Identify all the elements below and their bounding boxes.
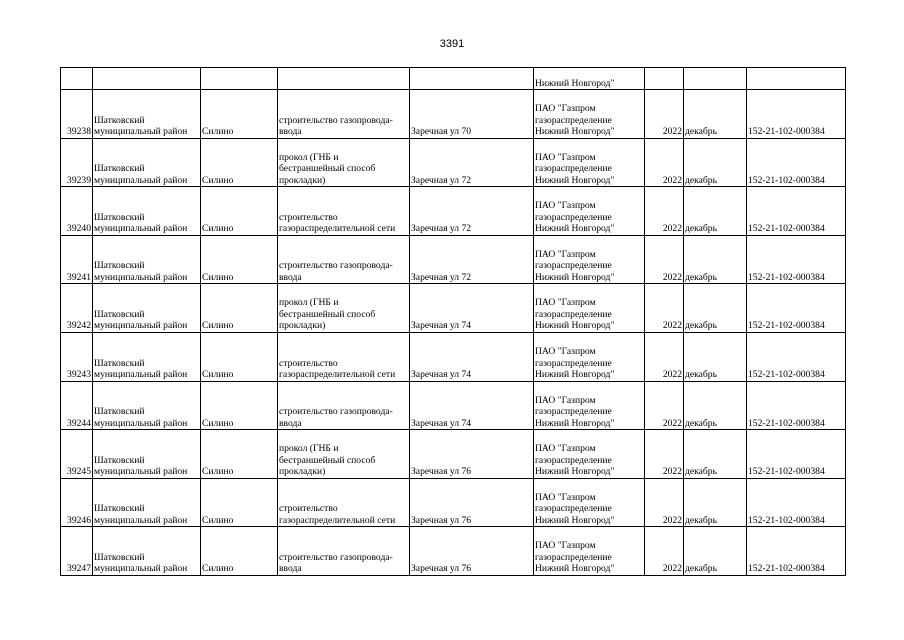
address: Заречная ул 72 — [411, 174, 472, 186]
district-line: муниципальный район — [94, 126, 188, 138]
cell-locality — [201, 90, 278, 139]
organization-line: ПАО "Газпром — [535, 200, 596, 212]
work-type-line: прокол (ГНБ и — [279, 151, 339, 163]
cell-month — [684, 527, 747, 576]
cell-district — [93, 332, 201, 381]
locality: Силино — [202, 514, 234, 526]
district-line: Шатковский — [94, 163, 145, 175]
work-type-line: прокладки) — [279, 174, 326, 186]
cell-org — [534, 235, 645, 284]
district-line: Шатковский — [94, 114, 145, 126]
registry-code: 152-21-102-000384 — [748, 223, 825, 235]
cell-id — [61, 187, 93, 236]
cell-code — [747, 68, 846, 90]
month: декабрь — [685, 466, 717, 478]
work-type-line: газораспределительной сети — [279, 369, 396, 381]
cell-year — [645, 90, 684, 139]
cell-work — [278, 381, 410, 430]
cell-district — [93, 68, 201, 90]
cell-org — [534, 527, 645, 576]
cell-id — [61, 235, 93, 284]
records-table — [60, 67, 846, 576]
district-line: муниципальный район — [94, 174, 188, 186]
organization-line: ПАО "Газпром — [535, 443, 596, 455]
cell-address — [410, 187, 534, 236]
cell-code — [747, 381, 846, 430]
cell-district — [93, 138, 201, 187]
cell-work — [278, 138, 410, 187]
locality: Силино — [202, 126, 234, 138]
organization-line: Нижний Новгород" — [535, 174, 615, 186]
cell-month — [684, 235, 747, 284]
organization-line: ПАО "Газпром — [535, 248, 596, 260]
organization-line: Нижний Новгород" — [535, 271, 615, 283]
work-type-line: строительство газопровода- — [279, 260, 393, 272]
table-row — [61, 527, 846, 576]
cell-year — [645, 138, 684, 187]
work-type-line: строительство — [279, 503, 338, 515]
organization-line: газораспределение — [535, 454, 612, 466]
cell-work — [278, 430, 410, 479]
cell-address — [410, 332, 534, 381]
work-type-line: ввода — [279, 417, 302, 429]
registry-code: 152-21-102-000384 — [748, 466, 825, 478]
continuation-row — [61, 68, 846, 90]
month: декабрь — [685, 174, 717, 186]
work-type-line: прокол (ГНБ и — [279, 297, 339, 309]
cell-work — [278, 332, 410, 381]
locality: Силино — [202, 466, 234, 478]
cell-year — [645, 527, 684, 576]
organization-line: ПАО "Газпром — [535, 346, 596, 358]
cell-org — [534, 478, 645, 527]
organization-line: газораспределение — [535, 551, 612, 563]
cell-district — [93, 478, 201, 527]
month: декабрь — [685, 271, 717, 283]
cell-district — [93, 284, 201, 333]
cell-work — [278, 235, 410, 284]
cell-org — [534, 284, 645, 333]
record-id: 39245 — [67, 466, 91, 478]
district-line: Шатковский — [94, 308, 145, 320]
cell-locality — [201, 478, 278, 527]
cell-year — [645, 430, 684, 479]
registry-code: 152-21-102-000384 — [748, 563, 825, 575]
registry-code: 152-21-102-000384 — [748, 417, 825, 429]
cell-address — [410, 527, 534, 576]
organization-line: ПАО "Газпром — [535, 491, 596, 503]
month: декабрь — [685, 369, 717, 381]
year: 2022 — [662, 563, 682, 575]
table-row — [61, 235, 846, 284]
registry-code: 152-21-102-000384 — [748, 369, 825, 381]
organization-line: ПАО "Газпром — [535, 394, 596, 406]
cell-locality — [201, 381, 278, 430]
table-row — [61, 138, 846, 187]
cell-code — [747, 284, 846, 333]
work-type-line: газораспределительной сети — [279, 514, 396, 526]
district-line: муниципальный район — [94, 466, 188, 478]
address: Заречная ул 72 — [411, 271, 472, 283]
cell-work — [278, 90, 410, 139]
cell-id — [61, 138, 93, 187]
org-continuation: Нижний Новгород" — [535, 77, 615, 89]
organization-line: ПАО "Газпром — [535, 540, 596, 552]
cell-id — [61, 332, 93, 381]
organization-line: газораспределение — [535, 406, 612, 418]
cell-year — [645, 187, 684, 236]
address: Заречная ул 76 — [411, 563, 472, 575]
work-type-line: строительство — [279, 357, 338, 369]
year: 2022 — [662, 174, 682, 186]
month: декабрь — [685, 126, 717, 138]
district-line: муниципальный район — [94, 223, 188, 235]
cell-code — [747, 332, 846, 381]
address: Заречная ул 70 — [411, 126, 472, 138]
cell-district — [93, 90, 201, 139]
registry-code: 152-21-102-000384 — [748, 320, 825, 332]
work-type-line: ввода — [279, 271, 302, 283]
month: декабрь — [685, 514, 717, 526]
work-type-line: прокладки) — [279, 320, 326, 332]
cell-id — [61, 430, 93, 479]
cell-address — [410, 381, 534, 430]
organization-line: газораспределение — [535, 503, 612, 515]
district-line: муниципальный район — [94, 271, 188, 283]
organization-line: Нижний Новгород" — [535, 320, 615, 332]
cell-org — [534, 381, 645, 430]
cell-address — [410, 138, 534, 187]
work-type-line: строительство газопровода- — [279, 114, 393, 126]
cell-work — [278, 527, 410, 576]
table-row — [61, 430, 846, 479]
cell-address — [410, 68, 534, 90]
cell-org — [534, 90, 645, 139]
cell-locality — [201, 284, 278, 333]
organization-line: Нижний Новгород" — [535, 126, 615, 138]
record-id: 39242 — [67, 320, 91, 332]
cell-locality — [201, 430, 278, 479]
registry-code: 152-21-102-000384 — [748, 174, 825, 186]
work-type-line: бестраншейный способ — [279, 454, 376, 466]
page-number: 3391 — [439, 38, 465, 50]
locality: Силино — [202, 174, 234, 186]
cell-address — [410, 478, 534, 527]
cell-id — [61, 478, 93, 527]
work-type-line: строительство газопровода- — [279, 551, 393, 563]
district-line: Шатковский — [94, 211, 145, 223]
record-id: 39243 — [67, 369, 91, 381]
work-type-line: прокол (ГНБ и — [279, 443, 339, 455]
cell-code — [747, 235, 846, 284]
cell-year — [645, 284, 684, 333]
cell-district — [93, 235, 201, 284]
table-row — [61, 478, 846, 527]
record-id: 39238 — [67, 126, 91, 138]
district-line: муниципальный район — [94, 417, 188, 429]
organization-line: газораспределение — [535, 308, 612, 320]
organization-line: ПАО "Газпром — [535, 103, 596, 115]
district-line: Шатковский — [94, 454, 145, 466]
month: декабрь — [685, 223, 717, 235]
address: Заречная ул 74 — [411, 320, 472, 332]
organization-line: газораспределение — [535, 260, 612, 272]
cell-locality — [201, 332, 278, 381]
address: Заречная ул 76 — [411, 466, 472, 478]
registry-code: 152-21-102-000384 — [748, 126, 825, 138]
cell-district — [93, 430, 201, 479]
organization-line: Нижний Новгород" — [535, 223, 615, 235]
month: декабрь — [685, 320, 717, 332]
locality: Силино — [202, 223, 234, 235]
cell-month — [684, 68, 747, 90]
cell-address — [410, 430, 534, 479]
locality: Силино — [202, 563, 234, 575]
cell-id — [61, 284, 93, 333]
district-line: муниципальный район — [94, 369, 188, 381]
cell-month — [684, 381, 747, 430]
cell-district — [93, 527, 201, 576]
cell-org — [534, 68, 645, 90]
cell-month — [684, 138, 747, 187]
organization-line: ПАО "Газпром — [535, 297, 596, 309]
table-row — [61, 187, 846, 236]
district-line: Шатковский — [94, 406, 145, 418]
district-line: Шатковский — [94, 503, 145, 515]
address: Заречная ул 74 — [411, 369, 472, 381]
cell-month — [684, 332, 747, 381]
organization-line: газораспределение — [535, 114, 612, 126]
cell-year — [645, 478, 684, 527]
organization-line: газораспределение — [535, 357, 612, 369]
cell-locality — [201, 138, 278, 187]
record-id: 39241 — [67, 271, 91, 283]
organization-line: Нижний Новгород" — [535, 369, 615, 381]
cell-work — [278, 187, 410, 236]
cell-address — [410, 90, 534, 139]
cell-work — [278, 68, 410, 90]
record-id: 39239 — [67, 174, 91, 186]
organization-line: Нижний Новгород" — [535, 466, 615, 478]
month: декабрь — [685, 563, 717, 575]
table-row — [61, 332, 846, 381]
cell-org — [534, 138, 645, 187]
cell-code — [747, 187, 846, 236]
work-type-line: ввода — [279, 563, 302, 575]
year: 2022 — [662, 320, 682, 332]
cell-locality — [201, 68, 278, 90]
cell-locality — [201, 235, 278, 284]
table-row — [61, 90, 846, 139]
table-row — [61, 284, 846, 333]
cell-address — [410, 235, 534, 284]
district-line: муниципальный район — [94, 320, 188, 332]
cell-work — [278, 478, 410, 527]
cell-year — [645, 332, 684, 381]
cell-code — [747, 138, 846, 187]
work-type-line: ввода — [279, 126, 302, 138]
cell-month — [684, 430, 747, 479]
month: декабрь — [685, 417, 717, 429]
table-row — [61, 381, 846, 430]
cell-code — [747, 90, 846, 139]
cell-id — [61, 68, 93, 90]
work-type-line: прокладки) — [279, 466, 326, 478]
work-type-line: газораспределительной сети — [279, 223, 396, 235]
organization-line: газораспределение — [535, 163, 612, 175]
address: Заречная ул 74 — [411, 417, 472, 429]
district-line: Шатковский — [94, 357, 145, 369]
record-id: 39244 — [67, 417, 91, 429]
registry-code: 152-21-102-000384 — [748, 271, 825, 283]
year: 2022 — [662, 223, 682, 235]
organization-line: Нижний Новгород" — [535, 514, 615, 526]
record-id: 39247 — [67, 563, 91, 575]
year: 2022 — [662, 466, 682, 478]
district-line: муниципальный район — [94, 514, 188, 526]
organization-line: Нижний Новгород" — [535, 417, 615, 429]
cell-district — [93, 187, 201, 236]
cell-district — [93, 381, 201, 430]
cell-month — [684, 187, 747, 236]
cell-org — [534, 332, 645, 381]
work-type-line: строительство — [279, 211, 338, 223]
organization-line: газораспределение — [535, 211, 612, 223]
cell-month — [684, 90, 747, 139]
cell-org — [534, 187, 645, 236]
cell-id — [61, 90, 93, 139]
cell-code — [747, 527, 846, 576]
cell-month — [684, 284, 747, 333]
address: Заречная ул 72 — [411, 223, 472, 235]
work-type-line: бестраншейный способ — [279, 163, 376, 175]
district-line: муниципальный район — [94, 563, 188, 575]
locality: Силино — [202, 271, 234, 283]
address: Заречная ул 76 — [411, 514, 472, 526]
district-line: Шатковский — [94, 551, 145, 563]
cell-org — [534, 430, 645, 479]
cell-work — [278, 284, 410, 333]
cell-locality — [201, 527, 278, 576]
year: 2022 — [662, 126, 682, 138]
record-id: 39240 — [67, 223, 91, 235]
cell-locality — [201, 187, 278, 236]
locality: Силино — [202, 417, 234, 429]
year: 2022 — [662, 271, 682, 283]
organization-line: Нижний Новгород" — [535, 563, 615, 575]
locality: Силино — [202, 369, 234, 381]
cell-year — [645, 381, 684, 430]
cell-code — [747, 430, 846, 479]
cell-code — [747, 478, 846, 527]
cell-address — [410, 284, 534, 333]
year: 2022 — [662, 369, 682, 381]
district-line: Шатковский — [94, 260, 145, 272]
registry-code: 152-21-102-000384 — [748, 514, 825, 526]
record-id: 39246 — [67, 514, 91, 526]
cell-year — [645, 68, 684, 90]
work-type-line: строительство газопровода- — [279, 406, 393, 418]
year: 2022 — [662, 417, 682, 429]
cell-month — [684, 478, 747, 527]
organization-line: ПАО "Газпром — [535, 151, 596, 163]
year: 2022 — [662, 514, 682, 526]
cell-year — [645, 235, 684, 284]
locality: Силино — [202, 320, 234, 332]
work-type-line: бестраншейный способ — [279, 308, 376, 320]
cell-id — [61, 381, 93, 430]
cell-id — [61, 527, 93, 576]
